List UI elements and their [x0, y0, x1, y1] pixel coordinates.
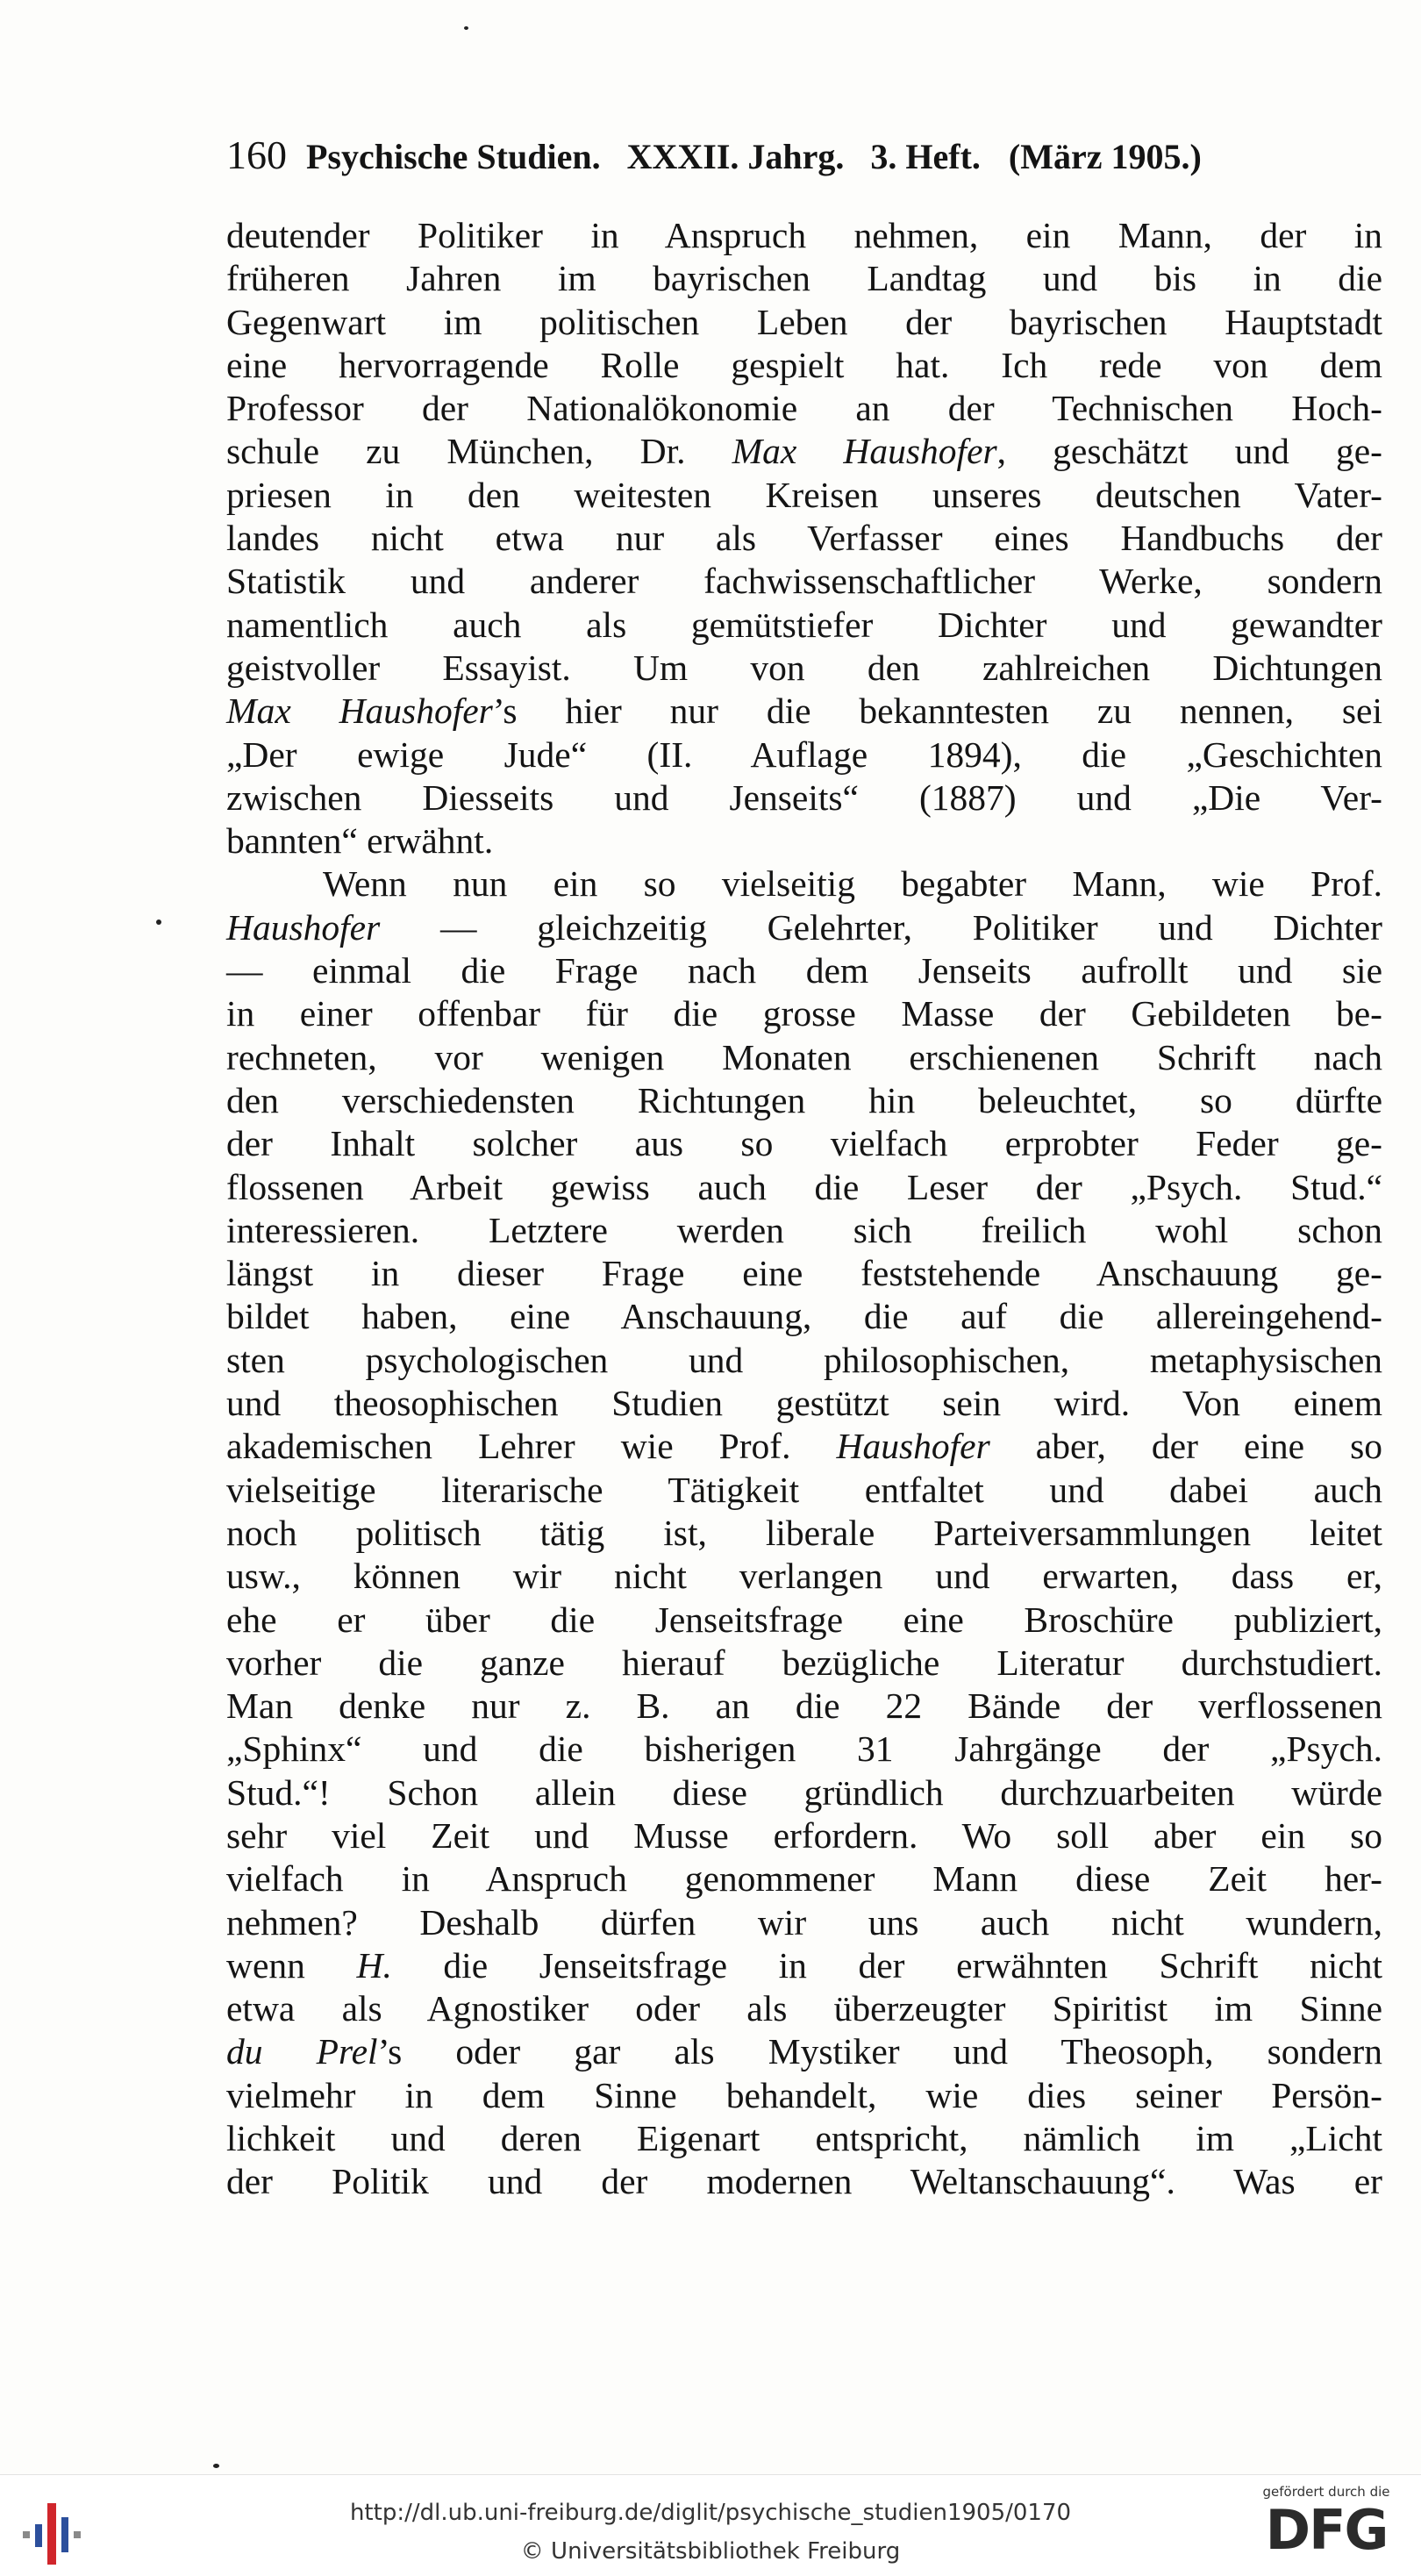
text-line: „Sphinx“ und die bisherigen 31 Jahrgänge der „Psych.: [226, 1728, 1382, 1770]
body-text: [226, 214, 1382, 2204]
text-run: — gleichzeitig Gelehrter, Politiker und Dichter: [380, 906, 1382, 948]
italic-name: Haushofer: [836, 1426, 990, 1467]
text-line: landes nicht etwa nur als Verfasser eines Handbuchs der: [226, 518, 1382, 559]
text-line: [226, 690, 1382, 733]
text-line: flossenen Arbeit gewiss auch die Leser der „Psych. Stud.“: [226, 1166, 1382, 1207]
text-line: der Inhalt solcher aus so vielfach erprobter Feder ge-: [226, 1123, 1382, 1164]
text-line: vorher die ganze hierauf bezügliche Literatur durchstudiert.: [226, 1642, 1382, 1683]
copyright-notice: © Universitätsbibliothek Freiburg: [520, 2538, 901, 2565]
text-line: — einmal die Frage nach dem Jenseits aufrollt und sie: [226, 950, 1382, 991]
text-line: [226, 906, 1382, 949]
text-line: vielmehr in dem Sinne behandelt, wie dies seiner Persön-: [226, 2074, 1382, 2115]
text-line: [226, 1944, 1382, 1987]
text-line: in einer offenbar für die grosse Masse der Gebildeten be-: [226, 993, 1382, 1034]
text-line: längst in dieser Frage eine feststehende Anschauung ge-: [226, 1253, 1382, 1294]
margin-speck: [464, 26, 468, 30]
text-line: bannten“ erwähnt.: [226, 820, 494, 862]
margin-speck: [156, 919, 161, 925]
text-line: rechneten, vor wenigen Monaten erschienenen Schrift nach: [226, 1036, 1382, 1077]
text-run: die Jenseitsfrage in der erwähnten Schrift nicht: [391, 1944, 1383, 1986]
text-line: Wenn nun ein so vielseitig begabter Mann, wie Prof.: [323, 863, 1382, 905]
text-line: früheren Jahren im bayrischen Landtag und bis in die: [226, 258, 1382, 299]
running-header: [226, 132, 1384, 184]
text-line: vielfach in Anspruch genommener Mann diese Zeit her-: [226, 1858, 1382, 1900]
text-line: [226, 1425, 1382, 1468]
text-run: wenn: [226, 1944, 357, 1986]
issue-label: 3. Heft.: [870, 137, 981, 176]
footer-bar: [0, 2474, 1421, 2576]
text-line: Gegenwart im politischen Leben der bayrischen Hauptstadt: [226, 301, 1382, 342]
text-line: [226, 430, 1382, 473]
text-run: aber, der eine so: [989, 1426, 1382, 1467]
text-line: Statistik und anderer fachwissenschaftlicher Werke, sondern: [226, 561, 1382, 602]
dfg-wordmark: DFG: [1265, 2498, 1388, 2562]
dfg-funding-label: gefördert durch die: [1262, 2484, 1390, 2500]
italic-name: Max Haushofer: [226, 691, 493, 732]
italic-name: Max Haushofer: [732, 431, 997, 472]
journal-title: Psychische Studien.: [306, 137, 601, 176]
text-line: sten psychologischen und philosophischen, metaphysischen: [226, 1339, 1382, 1380]
text-line: noch politisch tätig ist, liberale Parteiversammlungen leitet: [226, 1512, 1382, 1553]
volume-label: XXXII. Jahrg.: [626, 137, 845, 176]
text-run: ’s oder gar als Mystiker und Theosoph, sondern: [377, 2031, 1382, 2072]
page-number: 160: [226, 132, 287, 177]
text-line: eine hervorragende Rolle gespielt hat. Ich rede von dem: [226, 344, 1382, 385]
text-line: usw., können wir nicht verlangen und erwarten, dass er,: [226, 1556, 1382, 1597]
text-line: ehe er über die Jenseitsfrage eine Broschüre publiziert,: [226, 1599, 1382, 1640]
italic-name: du Prel: [226, 2031, 378, 2072]
text-run: schule zu München, Dr.: [226, 431, 732, 472]
italic-name: Haushofer: [226, 906, 381, 948]
text-line: interessieren. Letztere werden sich freilich wohl schon: [226, 1209, 1382, 1250]
issue-date: (März 1905.): [1008, 137, 1202, 176]
text-line: deutender Politiker in Anspruch nehmen, ein Mann, der in: [226, 215, 1382, 255]
text-line: und theosophischen Studien gestützt sein wird. Von einem: [226, 1383, 1382, 1424]
text-line: [226, 2030, 1382, 2073]
text-line: priesen in den weitesten Kreisen unseres deutschen Vater-: [226, 474, 1382, 515]
text-line: namentlich auch als gemütstiefer Dichter und gewandter: [226, 604, 1382, 645]
text-run: akademischen Lehrer wie Prof.: [226, 1426, 837, 1467]
text-line: etwa als Agnostiker oder als überzeugter Spiritist im Sinne: [226, 1988, 1382, 2029]
text-run: , geschätzt und ge-: [996, 431, 1382, 472]
text-line: den verschiedensten Richtungen hin beleuchtet, so dürfte: [226, 1079, 1382, 1120]
text-line: sehr viel Zeit und Musse erfordern. Wo soll aber ein so: [226, 1814, 1382, 1856]
italic-name: H.: [356, 1944, 392, 1986]
text-line: bildet haben, eine Anschauung, die auf die allereingehend-: [226, 1296, 1382, 1337]
text-line: geistvoller Essayist. Um von den zahlreichen Dichtungen: [226, 647, 1382, 688]
text-line: Man denke nur z. B. an die 22 Bände der verflossenen: [226, 1685, 1382, 1727]
permalink-url[interactable]: http://dl.ub.uni-freiburg.de/diglit/psychische_studien1905/0170: [349, 2500, 1072, 2526]
text-line: zwischen Diesseits und Jenseits“ (1887) und „Die Ver-: [226, 776, 1382, 818]
text-line: nehmen? Deshalb dürfen wir uns auch nicht wundern,: [226, 1901, 1382, 1943]
dfg-logo[interactable]: [1247, 2480, 1405, 2572]
text-line: „Der ewige Jude“ (II. Auflage 1894), die „Geschichten: [226, 733, 1382, 775]
text-line: Professor der Nationalökonomie an der Technischen Hoch-: [226, 388, 1382, 429]
text-line: Stud.“! Schon allein diese gründlich durchzuarbeiten würde: [226, 1771, 1382, 1813]
text-run: ’s hier nur die bekanntesten zu nennen, sei: [492, 691, 1382, 732]
text-line: lichkeit und deren Eigenart entspricht, nämlich im „Licht: [226, 2118, 1382, 2159]
text-line: der Politik und der modernen Weltanschauung“. Was er: [226, 2161, 1382, 2202]
text-line: vielseitige literarische Tätigkeit entfaltet und dabei auch: [226, 1469, 1382, 1510]
margin-speck: [213, 2464, 219, 2468]
